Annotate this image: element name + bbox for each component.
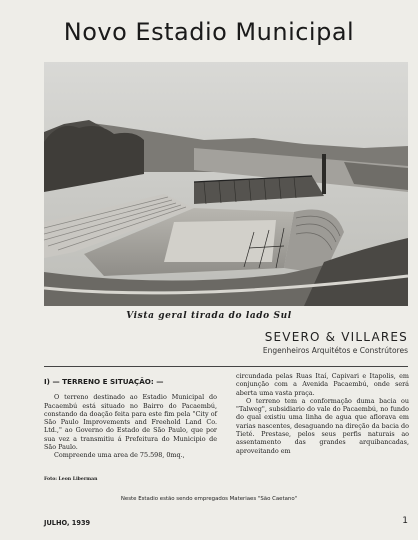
stadium-photo bbox=[44, 62, 408, 306]
materials-notice: Neste Estadio estão sendo empregados Materiaes "São Caetano" bbox=[120, 496, 298, 502]
article-paragraph: circundada pelas Ruas Itaí, Capivari e Itapolis, em conjunção com a Avenida Pacaembú, onde será aberta uma vasta praça. bbox=[236, 372, 409, 397]
firm-name: SEVERO & VILLARES bbox=[264, 330, 408, 344]
photo-caption: Vista geral tirada do lado Sul bbox=[126, 311, 292, 321]
photo-credit: Foto: Leon Liberman bbox=[44, 477, 98, 482]
article-paragraph: Compreende uma area de 75.598, 0mq., bbox=[54, 451, 185, 460]
article-paragraph: O terreno destinado ao Estadio Municipal do Pacaembú está situado no Bairro do Pacaembú, constando da doação feita para este fim pela "City of São Paulo Improvements and Freehold Land Co. Ltd.," ao Governo do Estado de São Paulo, que por sua vez a transmitiu á Prefeitura do Municipio de São Paulo. bbox=[44, 393, 217, 452]
page-title: Novo Estadio Municipal bbox=[63, 18, 355, 46]
section-divider bbox=[44, 366, 408, 367]
page-number: 1 bbox=[402, 516, 408, 526]
firm-subtitle: Engenheiros Arquitétos e Constrútores bbox=[262, 346, 408, 355]
article-column-left bbox=[44, 372, 217, 460]
section-heading: I) — TERRENO E SITUAÇÃO: — bbox=[44, 377, 164, 386]
stadium-photo-illustration bbox=[44, 62, 408, 306]
article-paragraph: O terreno tem a conformação duma bacia ou "Talweg", subsidiario do vale do Pacaembú, no fundo do qual existiu uma linha de agua que aflorava em varias nascentes, desaguando na direção da bacia do Tieté. Prestase, pelos seus perfis naturais ao assentamento das grandes arquibancadas, aproveitando em bbox=[236, 396, 409, 455]
article-column-right bbox=[236, 372, 409, 455]
issue-date: JULHO, 1939 bbox=[44, 519, 91, 527]
